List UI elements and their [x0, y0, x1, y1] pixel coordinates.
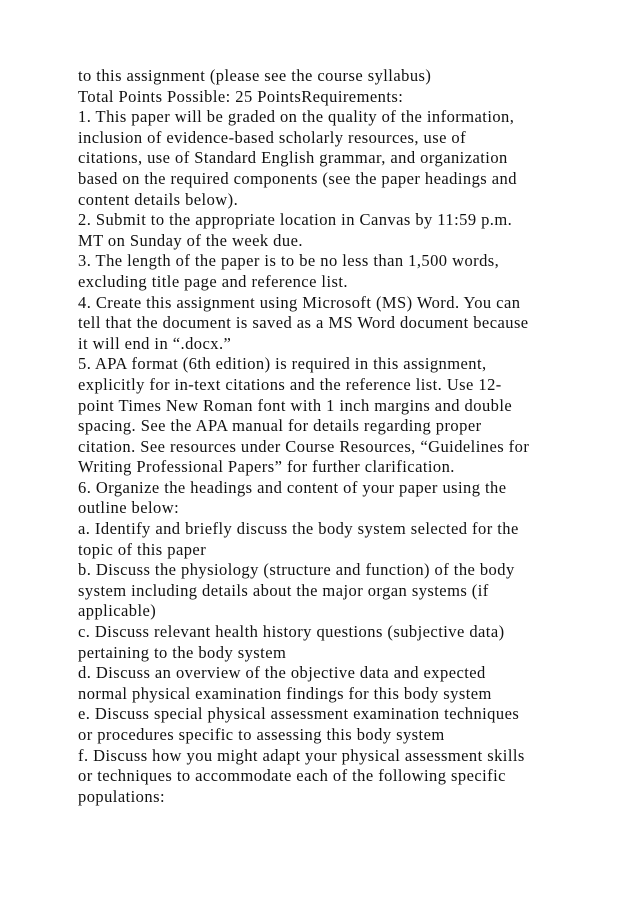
text-line: Total Points Possible: 25 PointsRequirements:	[78, 86, 404, 106]
text-line: MT on Sunday of the week due.	[78, 230, 303, 250]
text-line: populations:	[78, 786, 165, 806]
text-line: topic of this paper	[78, 539, 207, 559]
text-line: based on the required components (see the paper headings and	[78, 168, 517, 188]
text-line: b. Discuss the physiology (structure and function) of the body	[78, 560, 515, 580]
text-line: point Times New Roman font with 1 inch margins and double	[78, 395, 513, 415]
text-line: 6. Organize the headings and content of your paper using the	[78, 477, 507, 497]
text-line: explicitly for in-text citations and the reference list. Use 12-	[78, 374, 502, 394]
text-line: 2. Submit to the appropriate location in Canvas by 11:59 p.m.	[78, 210, 513, 230]
text-line: normal physical examination findings for this body system	[78, 683, 492, 703]
text-line: 5. APA format (6th edition) is required in this assignment,	[78, 354, 487, 374]
text-line: or techniques to accommodate each of the following specific	[78, 766, 506, 786]
text-line: to this assignment (please see the course syllabus)	[78, 66, 432, 85]
text-line: or procedures specific to assessing this body system	[78, 725, 445, 744]
text-line: c. Discuss relevant health history questions (subjective data)	[78, 622, 505, 642]
text-line: inclusion of evidence-based scholarly resources, use of	[78, 127, 467, 147]
text-line: 3. The length of the paper is to be no less than 1,500 words,	[78, 251, 500, 271]
text-line: 1. This paper will be graded on the quality of the information,	[78, 107, 515, 127]
text-line: 4. Create this assignment using Microsoft (MS) Word. You can	[78, 292, 521, 312]
text-line: d. Discuss an overview of the objective data and expected	[78, 663, 486, 683]
text-line: f. Discuss how you might adapt your physical assessment skills	[78, 745, 525, 765]
text-line: content details below).	[78, 189, 239, 209]
text-line: tell that the document is saved as a MS Word document because	[78, 313, 529, 333]
text-line: citation. See resources under Course Resources, “Guidelines for	[78, 436, 530, 456]
text-line: e. Discuss special physical assessment examination techniques	[78, 704, 520, 724]
text-line: a. Identify and briefly discuss the body system selected for the	[78, 519, 519, 539]
text-line: pertaining to the body system	[78, 642, 287, 662]
text-line: it will end in “.docx.”	[78, 333, 232, 353]
document-body	[78, 66, 618, 807]
text-line: citations, use of Standard English grammar, and organization	[78, 148, 508, 168]
text-line: applicable)	[78, 601, 157, 621]
text-line: excluding title page and reference list.	[78, 271, 348, 291]
text-line: system including details about the major organ systems (if	[78, 580, 489, 600]
text-line: spacing. See the APA manual for details regarding proper	[78, 416, 482, 436]
text-line: outline below:	[78, 498, 180, 518]
text-line: Writing Professional Papers” for further clarification.	[78, 457, 455, 477]
